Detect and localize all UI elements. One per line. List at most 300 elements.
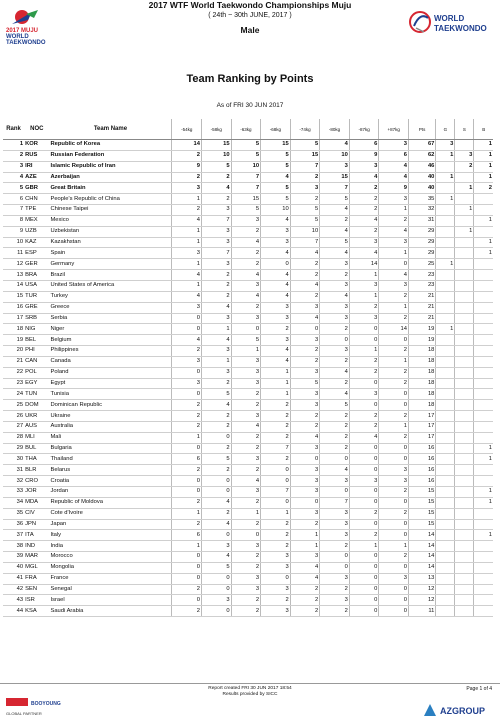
rank-cell: 35 (3, 508, 24, 519)
silver-cell (455, 291, 474, 302)
gold-cell (436, 432, 455, 443)
noc-cell: MAR (24, 552, 49, 563)
bronze-cell (474, 508, 493, 519)
noc-cell: GBR (24, 183, 49, 194)
col-54kg: -54kg (172, 119, 202, 140)
sponsor-right-name: AZGROUP (440, 706, 485, 716)
team-name-cell: Jordan (49, 487, 171, 498)
table-row (3, 140, 493, 151)
weight-points-cell: 0 (349, 454, 379, 465)
weight-points-cell: 2 (261, 541, 291, 552)
silver-cell (455, 584, 474, 595)
event-title: 2017 WTF World Taekwondo Championships Muju (148, 0, 352, 10)
weight-points-cell: 5 (261, 161, 291, 172)
table-row (3, 335, 493, 346)
weight-points-cell: 2 (172, 519, 202, 530)
team-name-cell: Chinese Taipei (49, 205, 171, 216)
weight-points-cell: 6 (172, 530, 202, 541)
weight-points-cell: 7 (231, 183, 261, 194)
total-points-cell: 46 (408, 161, 435, 172)
weight-points-cell: 2 (290, 356, 320, 367)
weight-points-cell: 3 (349, 476, 379, 487)
weight-points-cell: 2 (172, 205, 202, 216)
weight-points-cell: 1 (261, 508, 291, 519)
silver-cell (455, 595, 474, 606)
weight-points-cell: 2 (202, 465, 232, 476)
weight-points-cell: 3 (202, 541, 232, 552)
weight-points-cell: 2 (231, 226, 261, 237)
gold-cell (436, 476, 455, 487)
weight-points-cell: 2 (290, 346, 320, 357)
weight-points-cell: 2 (261, 421, 291, 432)
weight-points-cell: 3 (202, 259, 232, 270)
weight-points-cell: 5 (202, 454, 232, 465)
team-name-cell: Spain (49, 248, 171, 259)
weight-points-cell: 0 (202, 530, 232, 541)
weight-points-cell: 4 (290, 562, 320, 573)
team-name-cell: Russian Federation (49, 150, 171, 161)
weight-points-cell: 3 (172, 248, 202, 259)
table-row (3, 205, 493, 216)
gold-cell (436, 248, 455, 259)
weight-points-cell: 7 (290, 237, 320, 248)
weight-points-cell: 2 (202, 508, 232, 519)
silver-cell (455, 487, 474, 498)
rank-cell: 7 (3, 205, 24, 216)
noc-cell: GRE (24, 302, 49, 313)
document-header (0, 0, 500, 60)
weight-points-cell: 3 (231, 313, 261, 324)
table-row (3, 237, 493, 248)
weight-points-cell: 1 (231, 508, 261, 519)
total-points-cell: 21 (408, 313, 435, 324)
bronze-cell (474, 226, 493, 237)
gold-cell: 1 (436, 259, 455, 270)
weight-points-cell: 2 (231, 552, 261, 563)
silver-cell (455, 259, 474, 270)
team-name-cell: Poland (49, 367, 171, 378)
weight-points-cell: 7 (202, 215, 232, 226)
bronze-cell (474, 270, 493, 281)
team-name-cell: Japan (49, 519, 171, 530)
gold-cell (436, 487, 455, 498)
table-row (3, 270, 493, 281)
weight-points-cell: 5 (231, 205, 261, 216)
weight-points-cell: 0 (202, 487, 232, 498)
weight-points-cell: 0 (379, 584, 409, 595)
weight-points-cell: 4 (261, 215, 291, 226)
weight-points-cell: 4 (320, 205, 350, 216)
silver-cell (455, 324, 474, 335)
weight-points-cell: 3 (172, 378, 202, 389)
weight-points-cell: 0 (349, 573, 379, 584)
weight-points-cell: 4 (261, 172, 291, 183)
rank-cell: 16 (3, 302, 24, 313)
weight-points-cell: 2 (349, 530, 379, 541)
weight-points-cell: 3 (290, 443, 320, 454)
gold-cell (436, 584, 455, 595)
rank-cell: 22 (3, 367, 24, 378)
weight-points-cell: 2 (290, 172, 320, 183)
weight-points-cell: 1 (349, 270, 379, 281)
silver-cell (455, 465, 474, 476)
weight-points-cell: 0 (202, 584, 232, 595)
rank-cell: 25 (3, 400, 24, 411)
weight-points-cell: 15 (320, 172, 350, 183)
weight-points-cell: 2 (290, 194, 320, 205)
rank-cell: 18 (3, 324, 24, 335)
weight-points-cell: 1 (379, 302, 409, 313)
weight-points-cell: 5 (202, 161, 232, 172)
weight-points-cell: 2 (290, 270, 320, 281)
weight-points-cell: 2 (261, 411, 291, 422)
weight-points-cell: 3 (379, 194, 409, 205)
total-points-cell: 12 (408, 584, 435, 595)
weight-points-cell: 0 (172, 562, 202, 573)
weight-points-cell: 1 (261, 389, 291, 400)
gold-cell (436, 161, 455, 172)
bronze-cell (474, 194, 493, 205)
weight-points-cell: 2 (379, 215, 409, 226)
weight-points-cell: 2 (202, 443, 232, 454)
total-points-cell: 18 (408, 389, 435, 400)
weight-points-cell: 3 (172, 302, 202, 313)
weight-points-cell: 2 (320, 356, 350, 367)
weight-points-cell: 0 (349, 443, 379, 454)
total-points-cell: 15 (408, 497, 435, 508)
gold-cell (436, 215, 455, 226)
weight-points-cell: 2 (202, 378, 232, 389)
weight-points-cell: 2 (231, 302, 261, 313)
weight-points-cell: 1 (349, 541, 379, 552)
weight-points-cell: 4 (320, 465, 350, 476)
weight-points-cell: 7 (261, 487, 291, 498)
total-points-cell: 25 (408, 259, 435, 270)
footer-divider (0, 683, 500, 684)
weight-points-cell: 2 (290, 606, 320, 617)
weight-points-cell: 2 (261, 324, 291, 335)
weight-points-cell: 3 (202, 237, 232, 248)
weight-points-cell: 4 (172, 215, 202, 226)
silver-cell (455, 552, 474, 563)
rank-cell: 34 (3, 497, 24, 508)
table-row (3, 183, 493, 194)
noc-cell: MEX (24, 215, 49, 226)
silver-cell (455, 356, 474, 367)
team-name-cell: Mexico (49, 215, 171, 226)
total-points-cell: 11 (408, 606, 435, 617)
weight-points-cell: 3 (231, 215, 261, 226)
team-name-cell: Croatia (49, 476, 171, 487)
weight-points-cell: 4 (202, 497, 232, 508)
table-row (3, 367, 493, 378)
weight-points-cell: 0 (231, 324, 261, 335)
table-row (3, 248, 493, 259)
weight-points-cell: 4 (202, 302, 232, 313)
weight-points-cell: 5 (261, 150, 291, 161)
silver-cell: 1 (455, 183, 474, 194)
weight-points-cell: 0 (261, 465, 291, 476)
weight-points-cell: 1 (261, 378, 291, 389)
rank-cell: 3 (3, 161, 24, 172)
total-points-cell: 15 (408, 519, 435, 530)
gold-cell (436, 519, 455, 530)
weight-points-cell: 3 (320, 346, 350, 357)
weight-points-cell: 4 (261, 356, 291, 367)
gold-cell: 1 (436, 150, 455, 161)
weight-points-cell: 0 (349, 378, 379, 389)
weight-points-cell: 3 (261, 237, 291, 248)
bronze-cell (474, 573, 493, 584)
table-row (3, 389, 493, 400)
weight-points-cell: 4 (290, 573, 320, 584)
weight-points-cell: 5 (290, 378, 320, 389)
team-name-cell: Mongolia (49, 562, 171, 573)
table-row (3, 476, 493, 487)
weight-points-cell: 0 (349, 606, 379, 617)
weight-points-cell: 0 (349, 324, 379, 335)
weight-points-cell: 5 (231, 140, 261, 151)
weight-points-cell: 2 (379, 508, 409, 519)
rank-cell: 28 (3, 432, 24, 443)
weight-points-cell: 15 (290, 150, 320, 161)
team-name-cell: Morocco (49, 552, 171, 563)
bronze-cell (474, 519, 493, 530)
bronze-cell (474, 541, 493, 552)
weight-points-cell: 4 (202, 400, 232, 411)
weight-points-cell: 3 (202, 226, 232, 237)
weight-points-cell: 2 (320, 378, 350, 389)
gold-cell (436, 606, 455, 617)
weight-points-cell: 1 (290, 530, 320, 541)
bronze-cell: 1 (474, 454, 493, 465)
weight-points-cell: 2 (349, 508, 379, 519)
booyoung-sponsor-logo (5, 697, 65, 719)
weight-points-cell: 0 (202, 606, 232, 617)
col-silver: S (455, 119, 474, 140)
weight-points-cell: 4 (379, 270, 409, 281)
weight-points-cell: 4 (349, 432, 379, 443)
team-name-cell: Belgium (49, 335, 171, 346)
noc-cell: UZB (24, 226, 49, 237)
weight-points-cell: 3 (379, 140, 409, 151)
table-row (3, 411, 493, 422)
gold-cell (436, 356, 455, 367)
noc-cell: CIV (24, 508, 49, 519)
rank-cell: 13 (3, 270, 24, 281)
col-74kg: -74kg (290, 119, 320, 140)
weight-points-cell: 1 (202, 324, 232, 335)
weight-points-cell: 0 (172, 324, 202, 335)
rank-cell: 10 (3, 237, 24, 248)
weight-points-cell: 2 (379, 552, 409, 563)
weight-points-cell: 0 (261, 259, 291, 270)
total-points-cell: 18 (408, 378, 435, 389)
weight-points-cell: 6 (379, 150, 409, 161)
weight-points-cell: 3 (320, 530, 350, 541)
rank-cell: 30 (3, 454, 24, 465)
total-points-cell: 17 (408, 432, 435, 443)
weight-points-cell: 0 (320, 487, 350, 498)
weight-points-cell: 3 (290, 508, 320, 519)
total-points-cell: 23 (408, 270, 435, 281)
weight-points-cell: 3 (261, 606, 291, 617)
bronze-cell (474, 595, 493, 606)
table-row (3, 280, 493, 291)
silver-cell (455, 432, 474, 443)
noc-cell: ISR (24, 595, 49, 606)
bronze-cell: 1 (474, 140, 493, 151)
weight-points-cell: 4 (290, 280, 320, 291)
weight-points-cell: 0 (261, 573, 291, 584)
weight-points-cell: 1 (172, 194, 202, 205)
weight-points-cell: 1 (379, 356, 409, 367)
weight-points-cell: 4 (320, 140, 350, 151)
weight-points-cell: 2 (202, 172, 232, 183)
table-row (3, 595, 493, 606)
weight-points-cell: 0 (379, 259, 409, 270)
weight-points-cell: 4 (320, 389, 350, 400)
weight-points-cell: 3 (320, 573, 350, 584)
noc-cell: GER (24, 259, 49, 270)
team-name-cell: Canada (49, 356, 171, 367)
table-row (3, 497, 493, 508)
noc-cell: USA (24, 280, 49, 291)
gold-cell (436, 595, 455, 606)
bronze-cell: 1 (474, 487, 493, 498)
gold-cell (436, 465, 455, 476)
weight-points-cell: 2 (349, 226, 379, 237)
weight-points-cell: 0 (379, 443, 409, 454)
total-points-cell: 19 (408, 324, 435, 335)
total-points-cell: 29 (408, 237, 435, 248)
weight-points-cell: 4 (349, 248, 379, 259)
total-points-cell: 16 (408, 443, 435, 454)
weight-points-cell: 4 (261, 291, 291, 302)
total-points-cell: 21 (408, 291, 435, 302)
weight-points-cell: 15 (231, 194, 261, 205)
rank-cell: 9 (3, 226, 24, 237)
table-row (3, 150, 493, 161)
team-name-cell: Israel (49, 595, 171, 606)
weight-points-cell: 0 (349, 400, 379, 411)
col-bronze: B (474, 119, 493, 140)
team-name-cell: Egypt (49, 378, 171, 389)
noc-cell: UKR (24, 411, 49, 422)
weight-points-cell: 4 (172, 291, 202, 302)
weight-points-cell: 4 (261, 248, 291, 259)
weight-points-cell: 2 (202, 411, 232, 422)
silver-cell: 1 (455, 205, 474, 216)
noc-cell: RUS (24, 150, 49, 161)
noc-cell: JOR (24, 487, 49, 498)
silver-cell (455, 140, 474, 151)
gold-cell (436, 346, 455, 357)
weight-points-cell: 2 (172, 346, 202, 357)
weight-points-cell: 7 (320, 497, 350, 508)
gold-cell (436, 443, 455, 454)
silver-cell (455, 421, 474, 432)
results-provider: Results provided by SICC (222, 692, 278, 697)
silver-cell (455, 172, 474, 183)
weight-points-cell: 2 (231, 443, 261, 454)
bronze-cell (474, 356, 493, 367)
weight-points-cell: 2 (231, 400, 261, 411)
weight-points-cell: 7 (290, 161, 320, 172)
weight-points-cell: 2 (349, 194, 379, 205)
weight-points-cell: 0 (349, 335, 379, 346)
weight-points-cell: 2 (320, 584, 350, 595)
silver-cell (455, 215, 474, 226)
weight-points-cell: 0 (202, 476, 232, 487)
table-row (3, 465, 493, 476)
bronze-cell (474, 584, 493, 595)
weight-points-cell: 4 (349, 172, 379, 183)
rank-cell: 5 (3, 183, 24, 194)
silver-cell (455, 389, 474, 400)
weight-points-cell: 0 (379, 400, 409, 411)
silver-cell (455, 237, 474, 248)
col-87kg: -87kg (349, 119, 379, 140)
weight-points-cell: 2 (290, 259, 320, 270)
weight-points-cell: 2 (320, 324, 350, 335)
bronze-cell (474, 280, 493, 291)
table-row (3, 346, 493, 357)
rank-cell: 19 (3, 335, 24, 346)
silver-cell (455, 400, 474, 411)
weight-points-cell: 0 (202, 573, 232, 584)
bronze-cell (474, 346, 493, 357)
weight-points-cell: 2 (231, 432, 261, 443)
weight-points-cell: 5 (320, 237, 350, 248)
weight-points-cell: 0 (172, 367, 202, 378)
total-points-cell: 17 (408, 411, 435, 422)
rank-cell: 8 (3, 215, 24, 226)
bronze-cell (474, 205, 493, 216)
team-name-cell: France (49, 573, 171, 584)
table-row (3, 259, 493, 270)
team-name-cell: Niger (49, 324, 171, 335)
weight-points-cell: 3 (379, 280, 409, 291)
bronze-cell (474, 552, 493, 563)
weight-points-cell: 4 (231, 237, 261, 248)
weight-points-cell: 4 (290, 313, 320, 324)
silver-cell (455, 302, 474, 313)
table-header-row (3, 119, 493, 140)
col-noc: NOC (24, 119, 49, 140)
weight-points-cell: 3 (261, 226, 291, 237)
weight-points-cell: 10 (290, 226, 320, 237)
table-row (3, 530, 493, 541)
weight-points-cell: 3 (349, 161, 379, 172)
weight-points-cell: 3 (202, 313, 232, 324)
bronze-cell: 2 (474, 183, 493, 194)
weight-points-cell: 0 (349, 519, 379, 530)
weight-points-cell: 5 (320, 400, 350, 411)
team-name-cell: Azerbaijan (49, 172, 171, 183)
rank-cell: 2 (3, 150, 24, 161)
weight-points-cell: 3 (349, 389, 379, 400)
weight-points-cell: 9 (349, 150, 379, 161)
team-name-cell: Dominican Republic (49, 400, 171, 411)
silver-cell (455, 497, 474, 508)
gold-cell (436, 367, 455, 378)
noc-cell: TUR (24, 291, 49, 302)
gold-cell (436, 291, 455, 302)
noc-cell: IRI (24, 161, 49, 172)
team-name-cell: Philippines (49, 346, 171, 357)
table-row (3, 378, 493, 389)
